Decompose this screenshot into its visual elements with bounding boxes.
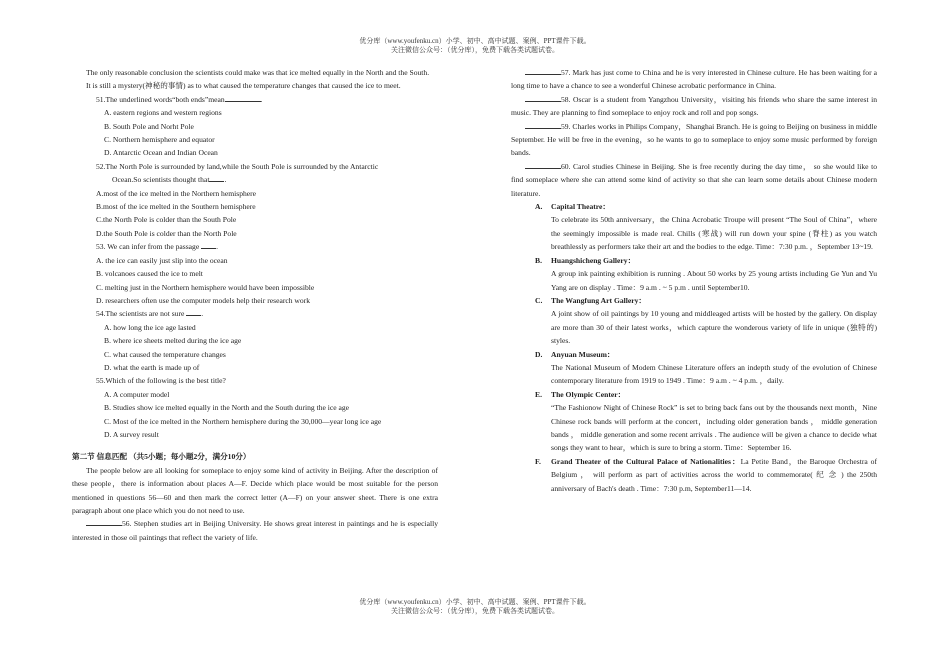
answer-blank[interactable] [86, 517, 122, 526]
place-d [535, 348, 877, 388]
answer-blank[interactable] [525, 93, 561, 102]
option: B. volcanoes caused the ice to melt [96, 269, 203, 279]
place-e [535, 388, 877, 455]
option: D. researchers often use the computer models help their research work [96, 295, 311, 305]
place-text: “The Fashionow Night of Chinese Rock” is set to bring back fans out by the thousands next month，Nine Chinese rock bands will perform at the concert，including older generation bands ， middle generation bands ， middle generation and some recent arrivals . The audience will be given a chance to decide what songs they want to hear，which is sure to bring a storm. Time：September 16. [551, 403, 877, 453]
answer-blank[interactable] [186, 307, 201, 316]
option: A. the ice can easily just slip into the ocean [96, 255, 228, 265]
option: C.the North Pole is colder than the South Pole [96, 215, 237, 225]
place-title: Capital Theatre： [551, 202, 610, 212]
place-text: To celebrate its 50th anniversary，the China Acrobatic Troupe will present “The Soul of China”，where the seemingly impossible is made real. Chills (寒战) will run down your spine (脊柱) as you watch breathlessly as performers take their art and the bodies to the edge. Time：7:30 p.m. ，September 13~19. [551, 215, 877, 252]
passage-para-1: The only reasonable conclusion the scientists could make was that ice melted equally in the North and the South. [86, 68, 430, 77]
option: C. melting just in the Northern hemisphere would have been impossible [96, 282, 315, 292]
option: D. Antarctic Ocean and Indian Ocean [104, 148, 218, 158]
option: A. A computer model [104, 389, 170, 399]
place-title: The Wangfung Art Gallery： [551, 295, 646, 305]
option: C. Most of the ice melted in the Northern hemisphere during the 30,000—year long ice age [104, 416, 382, 426]
place-text: A group ink painting exhibition is running . About 50 works by 25 young artists including Ge Yun and Yu Yang are on display . Time：9 a.m . ~ 5 p.m . until September10. [551, 269, 877, 292]
option: B. Studies show ice melted equally in the North and the South during the ice age [104, 403, 350, 413]
answer-blank[interactable] [201, 240, 216, 249]
question-53: 53. We can infer from the passage . [96, 242, 219, 252]
option: C. Northern hemisphere and equator [104, 135, 215, 145]
right-column [511, 66, 877, 495]
place-title: Huangshicheng Gallery： [551, 255, 636, 265]
option: A. how long the ice age lasted [104, 322, 196, 332]
option: D. A survey result [104, 429, 159, 439]
place-letter: C. [535, 295, 543, 305]
question-56: 56. Stephen studies art in Beijing University. He shows great interest in paintings and he is especially interested in those oil paintings that reflect the variety of life. [72, 519, 438, 542]
question-58: 58. Oscar is a student from Yangzhou University，visiting his friends who share the same interest in music. They are planning to find someplace to enjoy rock and roll and pop songs. [511, 94, 877, 118]
option: B. where ice sheets melted during the ice age [104, 336, 242, 346]
option: A. eastern regions and western regions [104, 108, 222, 118]
place-title: Grand Theater of the Cultural Palace of Nationalities： [551, 456, 741, 466]
footer-line-1: 优分库（www.youfenku.cn）小学、初中、高中试题、案例、PPT课件下载。 [359, 598, 591, 606]
answer-blank[interactable] [225, 93, 261, 102]
place-b [535, 254, 877, 294]
header-line-2: 关注微信公众号：（优分库），免费下载各类试题试卷。 [391, 46, 559, 54]
answer-blank[interactable] [525, 120, 561, 129]
place-f [535, 455, 877, 495]
question-57: 57. Mark has just come to China and he is very interested in Chinese culture. He has been waiting for a long time to have a chance to see a wonderful Chinese acrobatic performance in China. [511, 68, 877, 91]
option: D. what the earth is made up of [104, 362, 200, 372]
page-header [0, 37, 950, 55]
section-title: 第二节 信息匹配 （共5小题；每小题2分，满分10分） [72, 452, 251, 462]
question-51: 51.The underlined words“both ends”mean . [96, 94, 263, 104]
section-intro: The people below are all looking for someplace to enjoy some kind of activity in Beijing. After the description of these people，there is information about places A—F. Decide which place would be most suitable for the person mentioned in questions 56—60 and then mark the correct letter (A—F) on your answer sheet. There is one extra paragraph about one place which you do not need to use. [72, 465, 438, 515]
option: C. what caused the temperature changes [104, 349, 226, 359]
option: B.most of the ice melted in the Southern hemisphere [96, 202, 256, 212]
place-letter: A. [535, 202, 543, 212]
answer-blank[interactable] [525, 160, 561, 169]
answer-blank[interactable] [525, 66, 561, 75]
place-letter: B. [535, 255, 542, 265]
question-59: 59. Charles works in Philips Company，Shanghai Branch. He is going to Beijing on business in middle September. He will be free in the evening，so he wants to go to someplace to enjoy some music performed by foreign bands. [511, 121, 877, 158]
place-text: The National Museum of Modem Chinese Literature offers an indepth study of the evolution of Chinese contemporary literature from 1919 to 1949 . Time：9 a.m . ~ 4 p.m. ，daily. [551, 362, 877, 386]
question-52: 52.The North Pole is surrounded by land,while the South Pole is surrounded by the Antarctic [96, 161, 379, 171]
place-title: Anyuan Museum： [551, 349, 615, 359]
question-52-cont: Ocean.So scientists thought that . [112, 175, 227, 185]
left-column [72, 66, 438, 544]
option: B. South Pole and Norht Pole [104, 121, 194, 131]
place-text: Grand Theater of the Cultural Palace of Nationalities：La Petite Band，the Baroque Orchestra of Belgium ， will perform as part of activities across the world to commemorate( 纪 念 ) the 250th anniversary of Bach's death . Time：7:30 p.m, September11—14. [551, 456, 877, 493]
option: A.most of the ice melted in the Northern hemisphere [96, 188, 257, 198]
question-60: 60. Carol studies Chinese in Beijing. She is free recently during the day time， so she would like to find someplace where she can attend some kind of activity so that she can learn some details about Chinese modern literature. [511, 161, 877, 198]
answer-blank[interactable] [209, 173, 224, 182]
place-a [535, 200, 877, 254]
place-text: A joint show of oil paintings by 10 young and middleaged artists will be hosted by the gallery. On display are more than 30 of their latest works，which capture the wonderous variety of life in unique (独特的) styles. [551, 309, 877, 346]
place-c [535, 294, 877, 348]
question-55: 55.Which of the following is the best title? [96, 376, 226, 386]
page-footer [0, 598, 950, 616]
place-letter: D. [535, 349, 543, 359]
header-line-1: 优分库（www.youfenku.cn）小学、初中、高中试题、案例、PPT课件下载。 [359, 37, 591, 45]
place-letter: F. [535, 456, 541, 466]
place-title: The Olympic Center： [551, 389, 626, 399]
place-letter: E. [535, 389, 542, 399]
option: D.the South Pole is colder than the North Pole [96, 228, 237, 238]
passage-para-2: It is still a mystery(神秘的事情) as to what caused the temperature changes that caused the ice to meet. [86, 81, 401, 91]
footer-line-2: 关注微信公众号：（优分库），免费下载各类试题试卷。 [391, 607, 559, 615]
question-54: 54.The scientists are not sure . [96, 309, 204, 319]
